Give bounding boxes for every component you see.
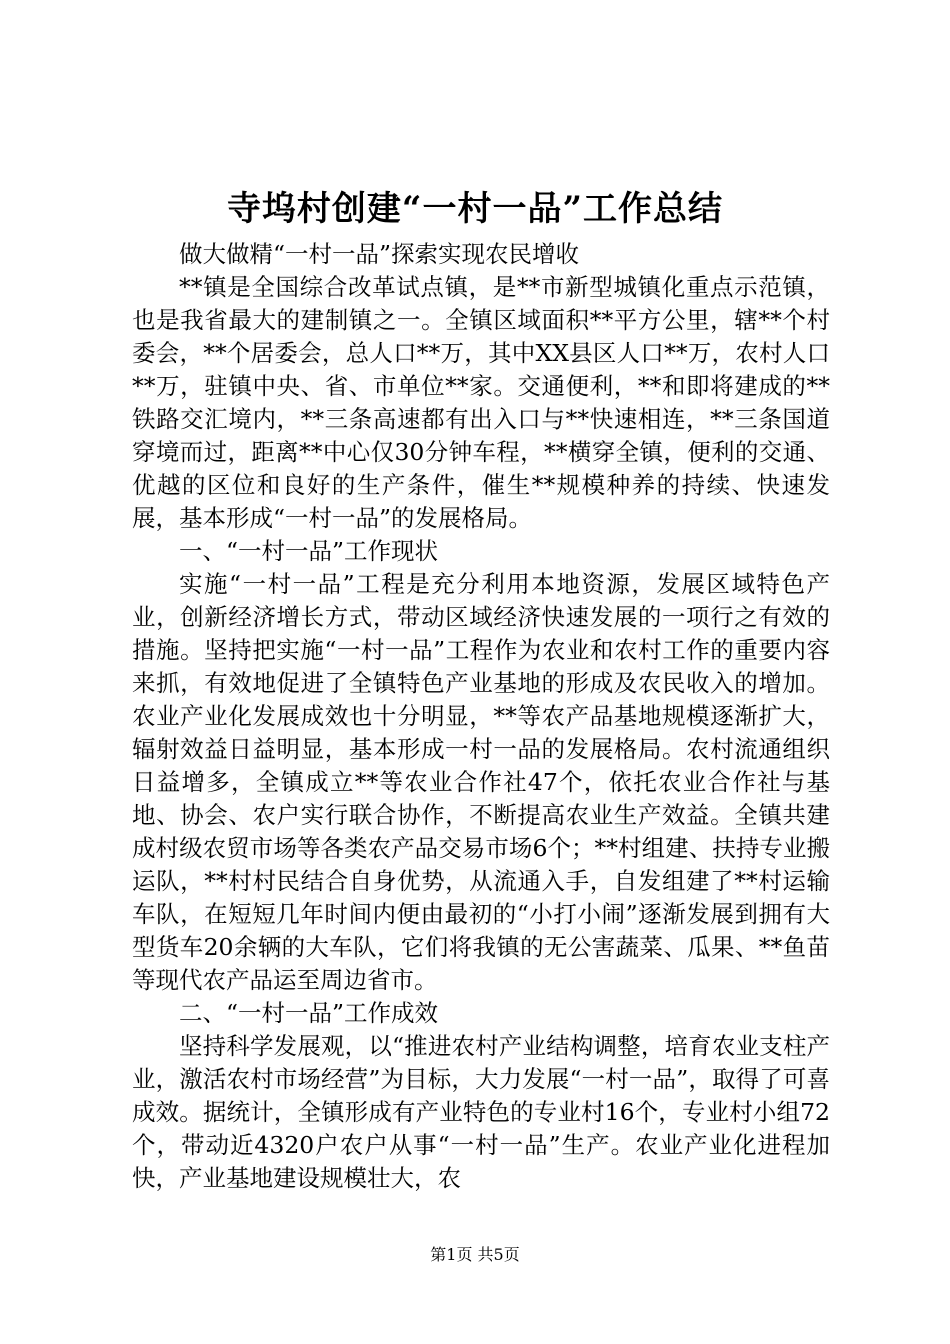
paragraph-subtitle: 做大做精“一村一品”探索实现农民增收 — [179, 240, 580, 268]
document-body — [132, 238, 830, 1195]
paragraph-results: 坚持科学发展观，以“推进农村产业结构调整，培育农业支柱产业，激活农村市场经营”为目标，大力发展“一村一品”，取得了可喜成效。据统计，全镇形成有产业特色的专业村16个，专业村小组72个，带动近4320户农户从事“一村一品”生产。农业产业化进程加快，产业基地建设规模壮大，农 — [132, 1032, 830, 1192]
page-number: 第1页 共5页 — [430, 1245, 520, 1264]
document-title: 寺坞村创建“一村一品”工作总结 — [226, 189, 724, 229]
section-heading-2: 二、“一村一品”工作成效 — [179, 999, 439, 1027]
paragraph-intro: **镇是全国综合改革试点镇，是**市新型城镇化重点示范镇，也是我省最大的建制镇之一。全镇区域面积**平方公里，辖**个村委会，**个居委会，总人口**万，其中XX县区人口**万，农村人口**万，驻镇中央、省、市单位**家。交通便利，**和即将建成的**铁路交汇境内，**三条高速都有出入口与**快速相连，**三条国道穿境而过，距离**中心仅30分钟车程，**横穿全镇，便利的交通、优越的区位和良好的生产条件，催生**规模种养的持续、快速发展，基本形成“一村一品”的发展格局。 — [132, 273, 830, 532]
section-heading-1: 一、“一村一品”工作现状 — [179, 537, 439, 565]
paragraph-status: 实施“一村一品”工程是充分利用本地资源，发展区域特色产业，创新经济增长方式，带动区域经济快速发展的一项行之有效的措施。坚持把实施“一村一品”工程作为农业和农村工作的重要内容来抓，有效地促进了全镇特色产业基地的形成及农民收入的增加。农业产业化发展成效也十分明显，**等农产品基地规模逐渐扩大，辐射效益日益明显，基本形成一村一品的发展格局。农村流通组织日益增多，全镇成立**等农业合作社47个，依托农业合作社与基地、协会、农户实行联合协作，不断提高农业生产效益。全镇共建成村级农贸市场等各类农产品交易市场6个；**村组建、扶持专业搬运队，**村村民结合自身优势，从流通入手，自发组建了**村运输车队，在短短几年时间内便由最初的“小打小闹”逐渐发展到拥有大型货车20余辆的大车队，它们将我镇的无公害蔬菜、瓜果、**鱼苗等现代农产品运至周边省市。 — [132, 570, 830, 994]
